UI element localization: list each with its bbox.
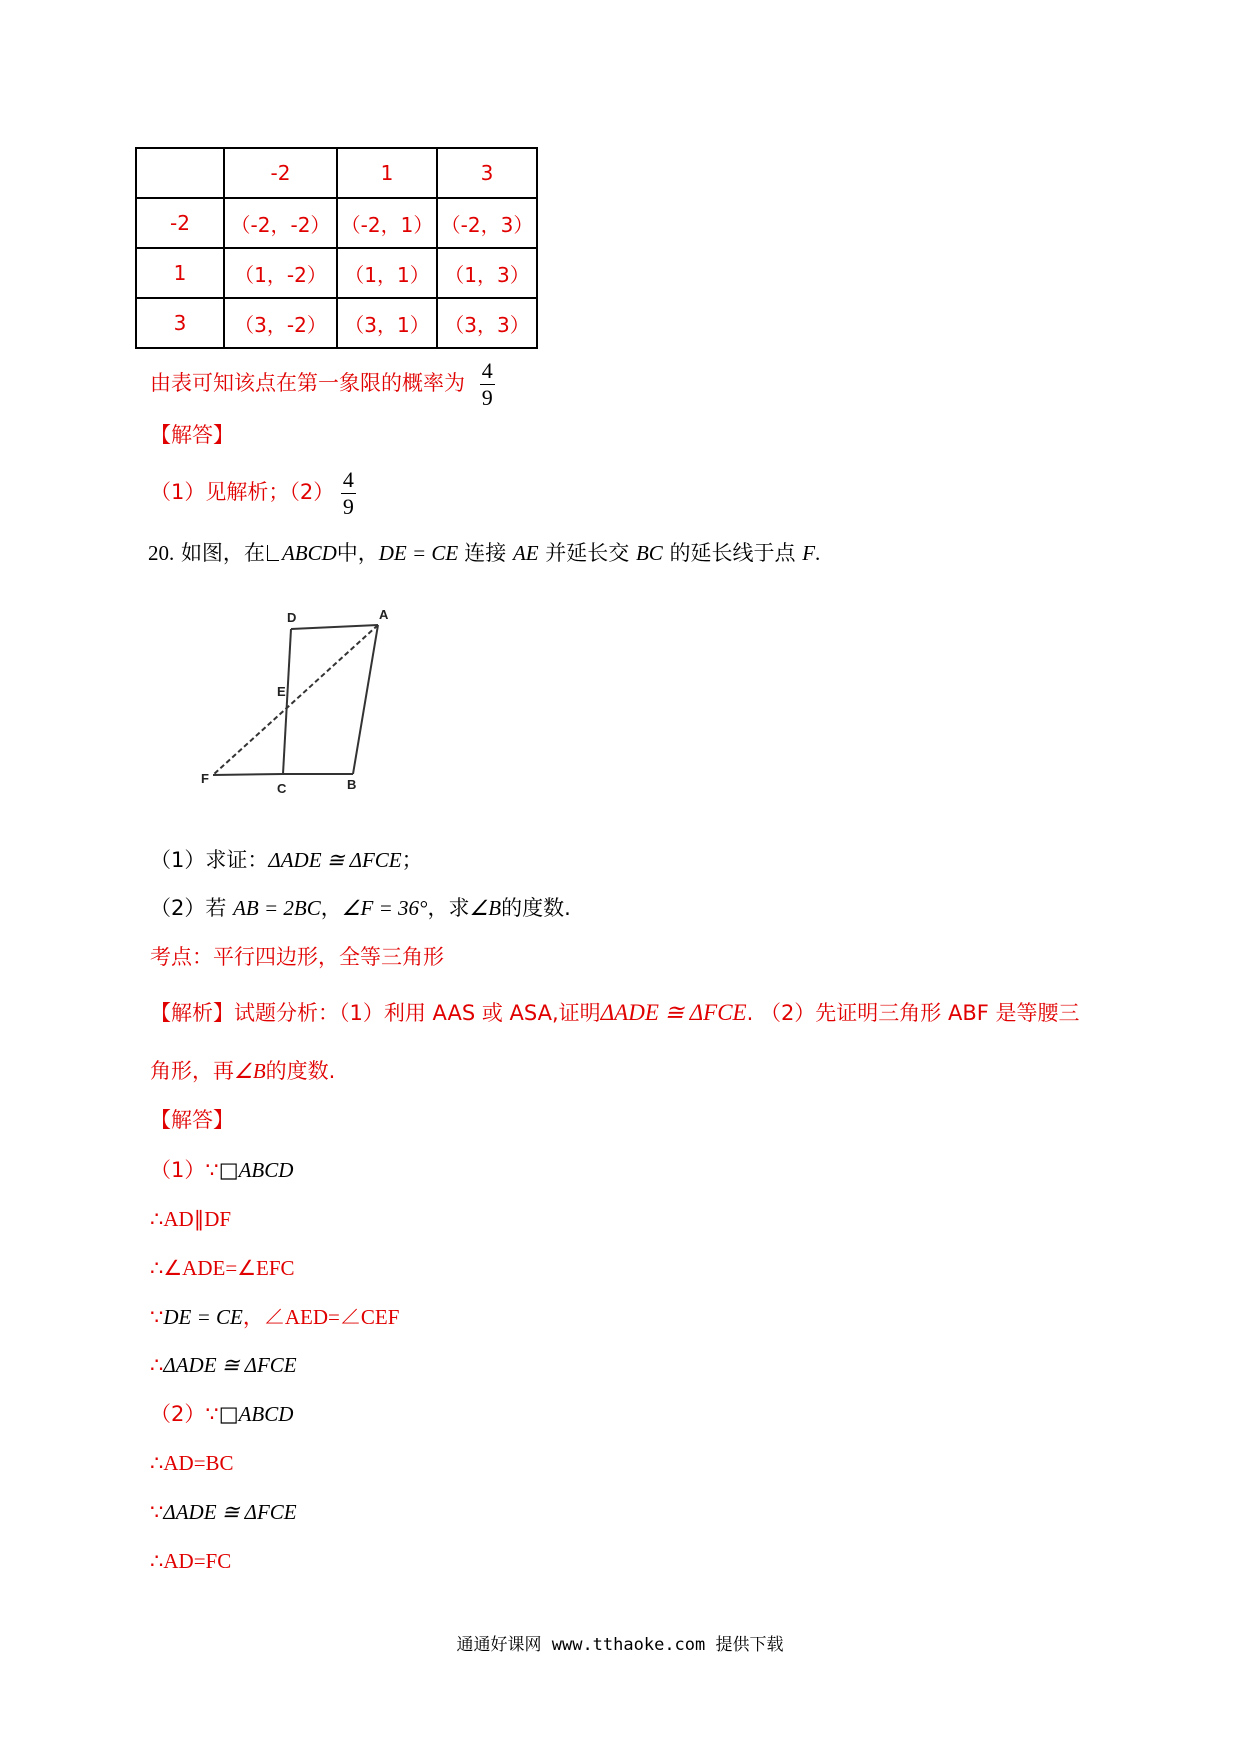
proof-step bbox=[150, 1155, 293, 1185]
probability-fraction bbox=[480, 358, 495, 411]
jiexi-text: 的度数. bbox=[265, 1059, 336, 1083]
proof-expr: ΔADE ≅ ΔFCE bbox=[163, 1353, 297, 1377]
table-cell: 3 bbox=[437, 148, 537, 198]
segment-CD bbox=[283, 629, 291, 774]
problem-text: 的延长线于点 bbox=[669, 541, 796, 565]
proof-expr: ABCD bbox=[238, 1158, 294, 1182]
label-F: F bbox=[201, 771, 209, 786]
proof-step bbox=[150, 1350, 297, 1380]
sub-question-expr: ΔADE ≅ ΔFCE bbox=[268, 848, 402, 872]
table-cell: -2 bbox=[136, 198, 224, 248]
parallelogram-symbol bbox=[267, 545, 279, 561]
page-footer: 通通好课网 www.tthaoke.com 提供下载 bbox=[456, 1635, 784, 1655]
problem-text: BC bbox=[635, 541, 663, 565]
table-cell: 1 bbox=[136, 248, 224, 298]
table-cell: （3，-2） bbox=[224, 298, 337, 348]
table-cell: （3，3） bbox=[437, 298, 537, 348]
proof-text: （2）∵ bbox=[150, 1402, 219, 1426]
proof-step: ∴AD∥DF bbox=[150, 1207, 232, 1231]
fraction-denominator: 9 bbox=[342, 494, 354, 519]
jiexi-line-1 bbox=[150, 998, 1080, 1028]
table-row bbox=[136, 198, 537, 248]
proof-step: ∴AD=FC bbox=[150, 1549, 232, 1573]
label-C: C bbox=[277, 781, 287, 796]
proof-step: ∴∠ADE=∠EFC bbox=[150, 1256, 295, 1280]
probability-table bbox=[135, 147, 538, 349]
answer-line bbox=[150, 467, 356, 520]
table-cell: -2 bbox=[224, 148, 337, 198]
parallelogram-symbol: □ bbox=[218, 1402, 239, 1426]
jiexi-text: . （2）先证明三角形 ABF 是等腰三 bbox=[746, 1001, 1080, 1025]
sub-question-expr: ∠F = 36° bbox=[341, 896, 428, 920]
proof-step bbox=[150, 1302, 399, 1332]
segment-AB bbox=[353, 625, 378, 774]
kaodian-line: 考点：平行四边形，全等三角形 bbox=[150, 945, 444, 969]
table-cell: 3 bbox=[136, 298, 224, 348]
table-cell: （1，-2） bbox=[224, 248, 337, 298]
problem-text: DE = CE bbox=[378, 541, 459, 565]
conclusion-line bbox=[150, 358, 495, 411]
table-cell: （1，3） bbox=[437, 248, 537, 298]
proof-step bbox=[150, 1399, 293, 1429]
sub-question-text: （1）求证： bbox=[150, 848, 269, 872]
label-D: D bbox=[287, 610, 297, 625]
jiexi-line-2 bbox=[150, 1056, 335, 1086]
problem-text: 并延长交 bbox=[545, 541, 630, 565]
proof-text: ∵ bbox=[150, 1500, 164, 1524]
fraction-numerator: 4 bbox=[342, 467, 354, 492]
sub-question-text: ； bbox=[401, 848, 423, 872]
problem-20-statement bbox=[148, 538, 820, 568]
segment-AF bbox=[213, 625, 378, 775]
segment-DA bbox=[291, 625, 378, 629]
parallelogram-symbol: □ bbox=[218, 1158, 239, 1182]
label-E: E bbox=[277, 684, 286, 699]
problem-text: 中， bbox=[336, 541, 379, 565]
fraction-denominator: 9 bbox=[481, 385, 493, 410]
table-header-row bbox=[136, 148, 537, 198]
problem-text: . bbox=[815, 541, 821, 565]
sub-question-1 bbox=[150, 845, 423, 875]
problem-text: AE bbox=[512, 541, 539, 565]
jiexi-text: 角形，再 bbox=[150, 1059, 234, 1083]
problem-number: 20. bbox=[148, 541, 175, 565]
table-cell: （3，1） bbox=[337, 298, 437, 348]
answer-heading: 【解答】 bbox=[150, 423, 234, 447]
jiexi-text: 【解析】试题分析：（1）利用 AAS 或 ASA,证明 bbox=[150, 1001, 601, 1025]
sub-question-2 bbox=[150, 893, 571, 923]
proof-expr: DE = CE bbox=[163, 1305, 243, 1329]
table-cell: （-2，3） bbox=[437, 198, 537, 248]
proof-step: ∴AD=BC bbox=[150, 1451, 234, 1475]
answer-fraction bbox=[341, 467, 356, 520]
problem-text: F bbox=[802, 541, 816, 565]
proof-text: ，∠AED=∠CEF bbox=[242, 1305, 400, 1329]
label-A: A bbox=[379, 607, 389, 622]
table-cell: （-2，-2） bbox=[224, 198, 337, 248]
sub-question-expr: AB = 2BC bbox=[233, 896, 321, 920]
sub-question-text: 的度数. bbox=[501, 896, 571, 920]
segment-CF bbox=[213, 774, 283, 775]
answer-heading: 【解答】 bbox=[150, 1108, 234, 1132]
conclusion-text: 由表可知该点在第一象限的概率为 bbox=[150, 371, 465, 395]
problem-text: 如图，在 bbox=[180, 541, 265, 565]
sub-question-text: （2）若 bbox=[150, 896, 227, 920]
table-cell: （1，1） bbox=[337, 248, 437, 298]
answer-text: （1）见解析；（2） bbox=[150, 480, 335, 504]
parallelogram-figure bbox=[195, 605, 410, 805]
jiexi-expr: ΔADE ≅ ΔFCE bbox=[600, 1000, 747, 1025]
proof-expr: ΔADE ≅ ΔFCE bbox=[163, 1500, 297, 1524]
label-B: B bbox=[347, 777, 357, 792]
problem-text: ABCD bbox=[281, 541, 337, 565]
proof-text: （1）∵ bbox=[150, 1158, 219, 1182]
fraction-numerator: 4 bbox=[481, 358, 493, 383]
table-cell: （-2，1） bbox=[337, 198, 437, 248]
sub-question-text: ，求 bbox=[427, 896, 470, 920]
proof-text: ∴ bbox=[150, 1353, 164, 1377]
sub-question-expr: ∠B bbox=[469, 896, 502, 920]
jiexi-expr: ∠B bbox=[234, 1059, 266, 1083]
table-row bbox=[136, 248, 537, 298]
table-row bbox=[136, 298, 537, 348]
proof-text: ∵ bbox=[150, 1305, 164, 1329]
sub-question-text: ， bbox=[320, 896, 342, 920]
problem-text: 连接 bbox=[464, 541, 507, 565]
proof-step bbox=[150, 1497, 297, 1527]
table-cell: 1 bbox=[337, 148, 437, 198]
table-cell bbox=[136, 148, 224, 198]
proof-expr: ABCD bbox=[238, 1402, 294, 1426]
